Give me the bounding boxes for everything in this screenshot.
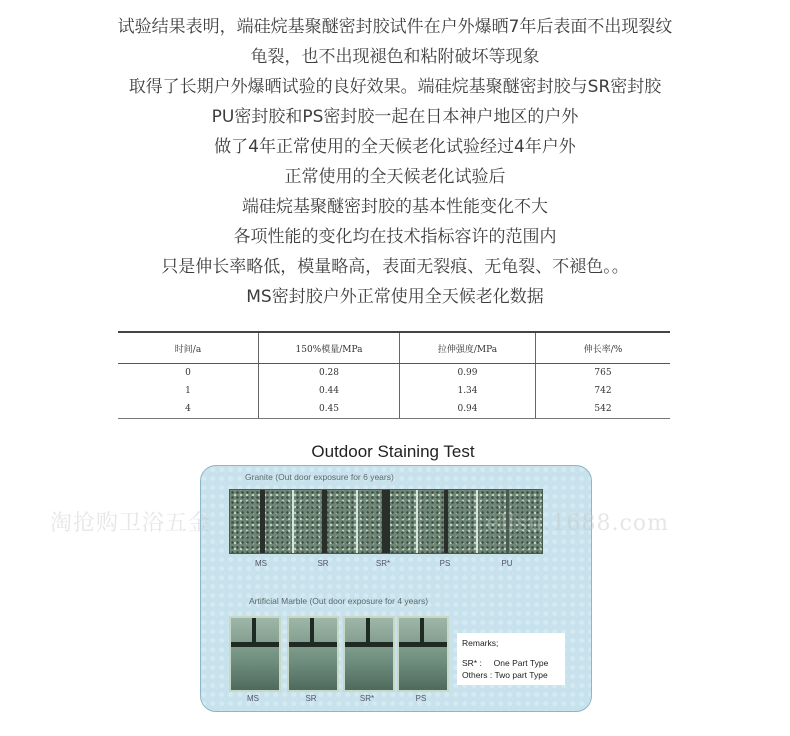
cell-time: 1 xyxy=(185,386,191,396)
text-line: 正常使用的全天候老化试验后 xyxy=(284,167,506,187)
marble-label-ms: MS xyxy=(247,694,259,703)
cell-modulus: 0.44 xyxy=(259,382,400,400)
text-line: 只是伸长率略低，模量略高，表面无裂痕、无龟裂、不褪色。。 xyxy=(161,257,629,277)
cell-time: 4 xyxy=(118,400,259,419)
cell-tensile: 0.99 xyxy=(400,364,536,383)
cell-tensile: 1.34 xyxy=(400,382,536,400)
watermark-text: 淘抢购卫浴五金 xyxy=(50,511,212,536)
marble-section-title: Artificial Marble (Out door exposure for 4 years) xyxy=(249,596,429,606)
text-line: 各项性能的变化均在技术指标容许的范围内 xyxy=(233,227,557,247)
granite-label-ps: PS xyxy=(439,559,451,568)
col-header-time: 时间/a xyxy=(118,332,259,364)
sealant-joint xyxy=(366,618,370,646)
marble-sample-ps xyxy=(397,616,449,692)
text-line: 取得了长期户外爆晒试验的良好效果。端硅烷基聚醚密封胶与SR密封胶 xyxy=(128,77,662,97)
cell-modulus: 0.28 xyxy=(259,364,400,383)
marble-sample-ms xyxy=(229,616,281,692)
text-line: 试验结果表明，端硅烷基聚醚密封胶试件在户外爆晒7年后表面不出现裂纹 xyxy=(117,17,673,37)
cell-elongation: 742 xyxy=(536,382,671,400)
granite-section-title: Granite (Out door exposure for 6 years) xyxy=(245,472,394,482)
sealant-joint xyxy=(420,618,424,646)
staining-test-title: Outdoor Staining Test xyxy=(311,442,475,461)
text-line: 端硅烷基聚醚密封胶的基本性能变化不大 xyxy=(242,197,548,217)
granite-label-sr: SR xyxy=(317,559,329,568)
sealant-joint xyxy=(252,618,256,646)
cell-elongation: 542 xyxy=(536,400,671,419)
remarks-value: One Part Type xyxy=(493,658,549,668)
marble-sample-sr-star xyxy=(343,616,395,692)
granite-label-ms: MS xyxy=(255,559,267,568)
granite-label-sr-star: SR* xyxy=(375,559,391,568)
marble-label-sr: SR xyxy=(305,694,317,703)
aging-data-table xyxy=(118,331,670,417)
text-line: 龟裂，也不出现褪色和粘附破坏等现象 xyxy=(250,47,540,67)
cell-time: 0 xyxy=(185,368,191,378)
watermark-text: ellsu.1688.com xyxy=(486,511,669,536)
granite-label-pu: PU xyxy=(501,559,513,568)
remarks-line xyxy=(462,657,560,669)
table-header-row xyxy=(118,332,670,364)
cell-elongation: 765 xyxy=(536,364,671,383)
watermark xyxy=(0,500,790,548)
remarks-heading: Remarks; xyxy=(462,638,499,648)
remarks-box xyxy=(457,633,565,685)
sealant-joint xyxy=(310,618,314,646)
cell-tensile: 0.94 xyxy=(400,400,536,419)
remarks-line: Others : Two part Type xyxy=(462,670,548,680)
description-paragraph xyxy=(0,12,790,312)
text-line: 做了4年正常使用的全天候老化试验经过4年户外 xyxy=(214,137,576,157)
table-row xyxy=(118,400,670,419)
col-header-elongation: 伸长率/% xyxy=(536,332,671,364)
cell-modulus: 0.45 xyxy=(259,400,400,419)
marble-label-ps: PS xyxy=(415,694,427,703)
col-header-modulus: 150%模量/MPa xyxy=(259,332,400,364)
marble-label-sr-star: SR* xyxy=(359,694,375,703)
col-header-tensile: 拉伸强度/MPa xyxy=(400,332,536,364)
marble-sample-sr xyxy=(287,616,339,692)
table-row xyxy=(118,382,670,400)
text-line: PU密封胶和PS密封胶一起在日本神户地区的户外 xyxy=(211,107,579,127)
remarks-key: SR* : xyxy=(462,658,482,668)
table-row xyxy=(118,364,670,383)
table-caption: MS密封胶户外正常使用全天候老化数据 xyxy=(246,287,544,307)
